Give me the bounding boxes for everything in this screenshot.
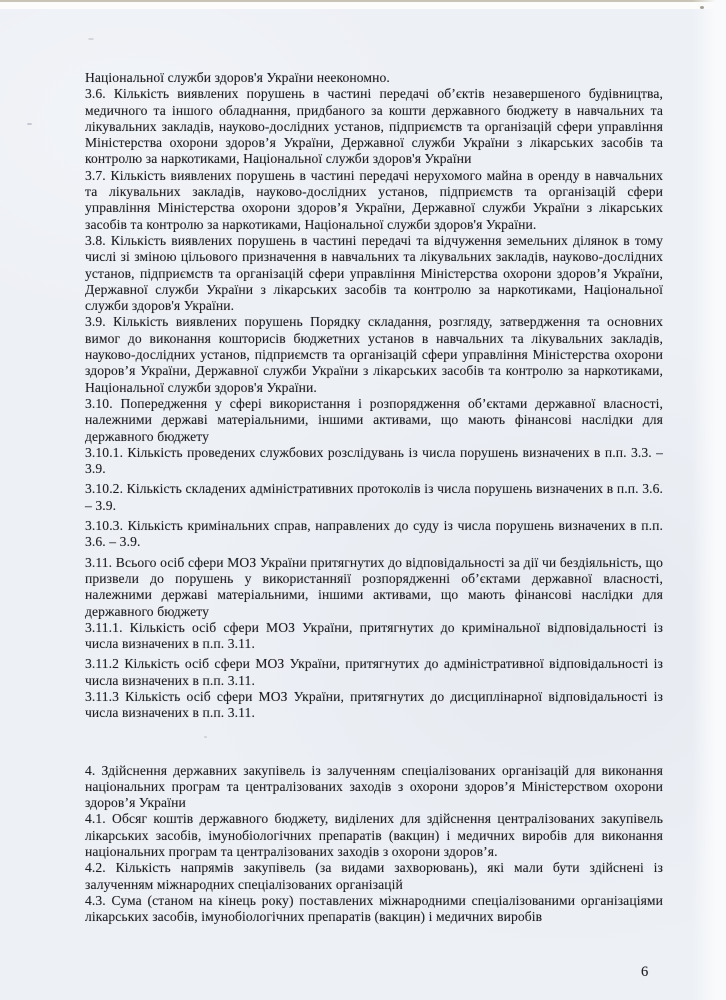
paragraph: 3.8. Кількість виявлених порушень в частині передачі та відчуження земельних ділянок в тому числі зі зміною цільового призначення в навчальних та лікувальних закладів, науково-дослідних установ, підприємств та організацій сфери управління Міністерства охорони здоров’я України, Державної служби України з лікарських засобів та контролю за наркотиками, Національної служби здоров'я України. [85,232,663,314]
scan-top-edge [0,0,726,9]
paragraph: 4. Здійснення державних закупівель із залученням спеціалізованих організацій для виконання національних програм та централізованих заходів з охорони здоров’я Міністерством охорони здоров’я України [85,762,663,811]
scan-right-edge-fade [692,0,726,1000]
scan-speck [88,38,94,40]
paragraph: 3.9. Кількість виявлених порушень Порядку складання, розгляду, затвердження та основних вимог до виконання кошторисів бюджетних установ в навчальних та лікувальних закладів, науково-дослідних установ, підприємств та організацій сфери управління Міністерства охорони здоров’я України, Державної служби України з лікарських засобів та контролю за наркотиками, Національної служби здоров'я України. [85,314,663,395]
paragraph: 4.2. Кількість напрямів закупівель (за видами захворювань), які мали бути здійснені із залученням міжнародних спеціалізованих організацій [85,860,663,892]
paragraph: 4.1. Обсяг коштів державного бюджету, виділених для здійснення централізованих закупівель лікарських засобів, імунобіологічних препаратів (вакцин) і медичних виробів для виконання національних програм та централізованих заходів з охорони здоров’я. [85,811,663,860]
paragraph: 3.10.1. Кількість проведених службових розслідувань із числа порушень визначених в п.п. 3.3. – 3.9. [85,444,663,477]
scan-speck [27,123,32,125]
paragraph: 3.11.1. Кількість осіб сфери МОЗ України, притягнутих до кримінальної відповідальності із числа визначених в п.п. 3.11. [85,619,663,652]
page-number: 6 [641,964,649,980]
paragraph: 3.11.3 Кількість осіб сфери МОЗ України, притягнутих до дисциплінарної відповідальності із числа визначених в п.п. 3.11. [85,688,663,721]
paragraph: 3.11.2 Кількість осіб сфери МОЗ України, притягнутих до адміністративної відповідальності із числа визначених в п.п. 3.11. [85,656,663,688]
paragraph: 3.6. Кількість виявлених порушень в частині передачі об’єктів незавершеного будівництва, медичного та іншого обладнання, придбаного за кошти державного бюджету в навчальних та лікувальних закладів, науково-дослідних установ, підприємств та організацій сфери управління Міністерства охорони здоров’я України, Державної служби України з лікарських засобів та контролю за наркотиками, Національної служби здоров'я України [85,86,663,167]
paragraph: 4.3. Сума (станом на кінець року) поставлених міжнародними спеціалізованими організаціями лікарських засобів, імунобіологічних препаратів (вакцин) і медичних виробів [85,892,663,925]
scan-speck [700,6,704,9]
paragraph: 3.10. Попередження у сфері використання і розпорядження об’єктами державної власності, належними державі матеріальними, іншими активами, що мають фінансові наслідки для державного бюджету [85,395,663,444]
paragraph: Національної служби здоров'я України неекономно. [85,70,390,85]
paragraph: 3.7. Кількість виявлених порушень в частині передачі нерухомого майна в оренду в навчальних та лікувальних закладів, науково-дослідних установ, підприємств та організацій сфери управління Міністерства охорони здоров’я України, Державної служби України з лікарських засобів та контролю за наркотиками, Національної служби здоров'я України. [85,167,663,232]
paragraph: 3.11. Всього осіб сфери МОЗ України притягнутих до відповідальності за дії чи бездіяльність, що призвели до порушень у використанняії розпорядженні об’єктами державної власності, належними державі матеріальними, іншими активами, що мають фінансові наслідки для державного бюджету [85,554,663,619]
paragraph: 3.10.2. Кількість складених адміністративних протоколів із числа порушень визначених в п.п. 3.6. – 3.9. [85,481,663,513]
paragraph: 3.10.3. Кількість кримінальних справ, направлених до суду із числа порушень визначених в п.п. 3.6. – 3.9. [85,518,663,550]
document-body [85,70,663,926]
